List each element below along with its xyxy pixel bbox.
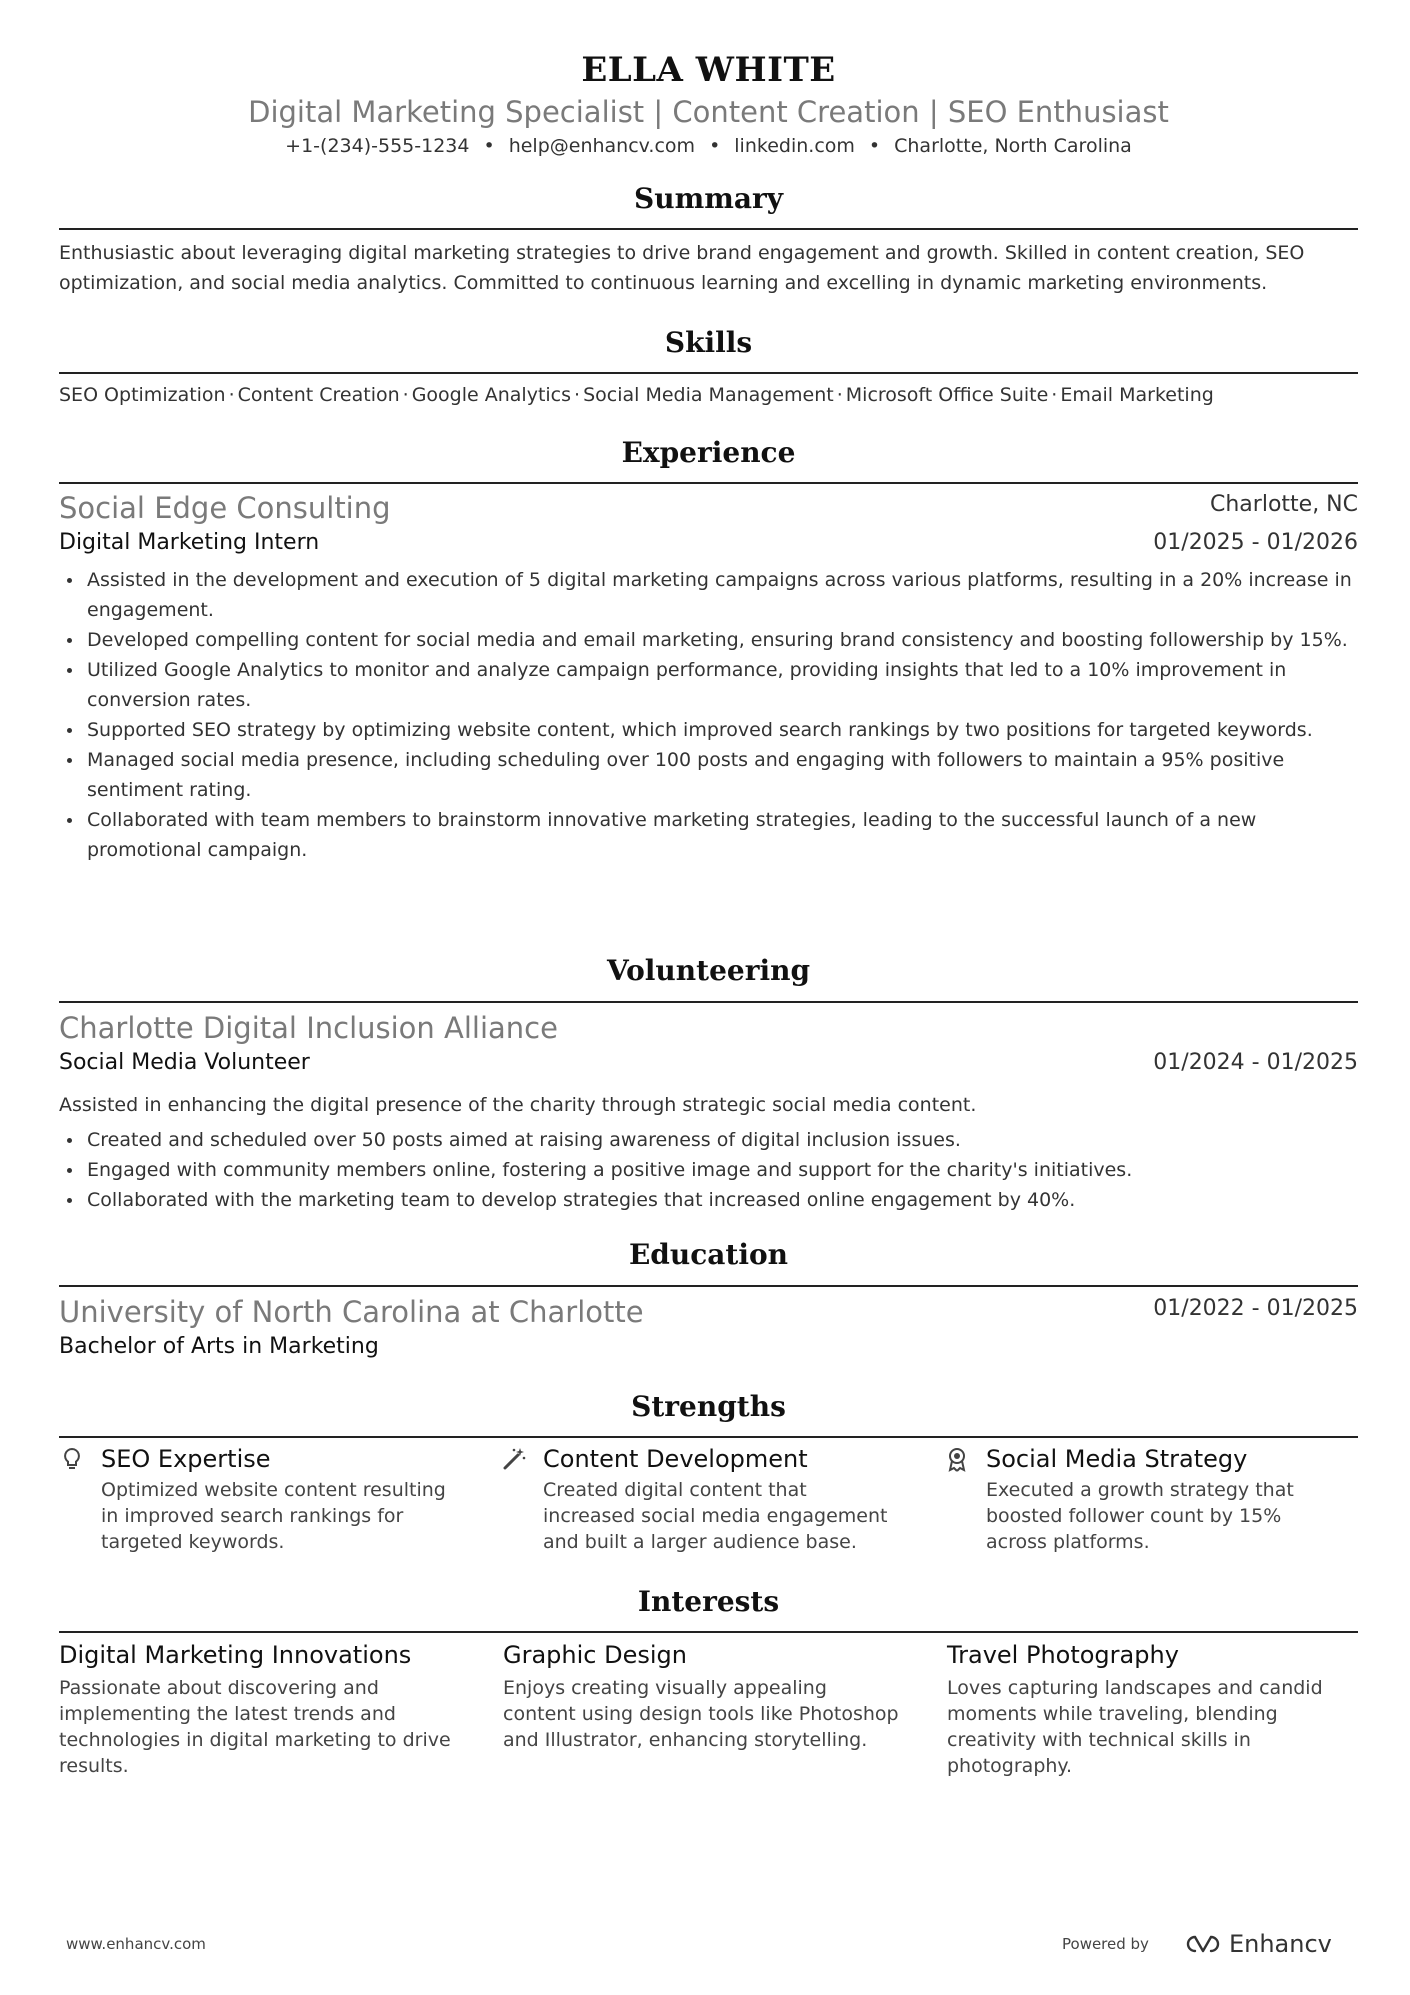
brand-name: Enhancv	[1228, 1930, 1332, 1958]
phone: +1-(234)-555-1234	[285, 135, 470, 157]
linkedin-link[interactable]: linkedin.com	[734, 135, 855, 157]
list-item: Collaborated with the marketing team to develop strategies that increased online engagement by 40%.	[59, 1185, 1358, 1215]
experience-bullets	[59, 565, 1358, 865]
strength-title: SEO Expertise	[101, 1445, 271, 1473]
volunteering-heading: Volunteering	[606, 954, 811, 987]
interest-text: Passionate about discovering and implementing the latest trends and technologies in digital marketing to drive results.	[59, 1677, 451, 1777]
section-divider	[59, 228, 1358, 230]
lightbulb-icon	[59, 1446, 85, 1472]
list-item: Developed compelling content for social media and email marketing, ensuring brand consistency and boosting followership by 15%.	[59, 625, 1358, 655]
separator-dot: •	[483, 135, 495, 157]
volunteering-description: Assisted in enhancing the digital presence of the charity through strategic social media content.	[59, 1094, 977, 1116]
location: Charlotte, North Carolina	[894, 135, 1132, 157]
footer-website-link[interactable]: www.enhancv.com	[66, 1935, 206, 1953]
skills-heading: Skills	[664, 326, 753, 359]
list-item: Supported SEO strategy by optimizing website content, which improved search rankings by two positions for targeted keywords.	[59, 715, 1358, 745]
experience-heading: Experience	[621, 436, 796, 469]
strength-text: Executed a growth strategy that boosted follower count by 15% across platforms.	[986, 1479, 1294, 1553]
skill-item: Content Creation	[237, 384, 400, 406]
skill-item: SEO Optimization	[59, 384, 226, 406]
education-dates: 01/2022 - 01/2025	[1153, 1296, 1358, 1321]
separator-dot: •	[709, 135, 721, 157]
volunteering-dates: 01/2024 - 01/2025	[1153, 1050, 1358, 1075]
summary-heading: Summary	[634, 182, 783, 215]
interest-title: Graphic Design	[503, 1641, 687, 1669]
section-divider	[59, 1436, 1358, 1438]
strength-text: Optimized website content resulting in improved search rankings for targeted keywords.	[101, 1479, 446, 1553]
interest-title: Digital Marketing Innovations	[59, 1641, 412, 1669]
volunteering-bullets	[59, 1125, 1358, 1215]
section-divider	[59, 1001, 1358, 1003]
interest-text: Enjoys creating visually appealing content using design tools like Photoshop and Illustrator, enhancing storytelling.	[503, 1677, 899, 1751]
section-divider	[59, 372, 1358, 374]
strength-item	[944, 1443, 1344, 1555]
strength-item	[501, 1443, 901, 1555]
experience-dates: 01/2025 - 01/2026	[1153, 530, 1358, 555]
list-item: Created and scheduled over 50 posts aimed at raising awareness of digital inclusion issues.	[59, 1125, 1358, 1155]
footer-branding	[1062, 1930, 1332, 1958]
magic-wand-icon	[501, 1446, 527, 1472]
enhancv-logo[interactable]	[1177, 1930, 1332, 1958]
education-heading: Education	[628, 1238, 789, 1271]
list-item: Assisted in the development and execution of 5 digital marketing campaigns across various platforms, resulting in a 20% increase in engagement.	[59, 565, 1358, 625]
interest-item	[59, 1639, 459, 1779]
education-school: University of North Carolina at Charlotte	[59, 1295, 644, 1329]
email-link[interactable]: help@enhancv.com	[508, 135, 696, 157]
skill-item: Social Media Management	[583, 384, 834, 406]
candidate-name: ELLA WHITE	[581, 50, 836, 90]
strengths-heading: Strengths	[631, 1390, 786, 1423]
skills-list: SEO Optimization · Content Creation · Google Analytics · Social Media Management · Microsoft Office Suite · Email Marketing	[59, 384, 1214, 406]
candidate-headline: Digital Marketing Specialist | Content Creation | SEO Enthusiast	[248, 95, 1169, 129]
skill-item: Email Marketing	[1060, 384, 1214, 406]
strength-text: Created digital content that increased social media engagement and built a larger audience base.	[543, 1479, 888, 1553]
interest-text: Loves capturing landscapes and candid moments while traveling, blending creativity with technical skills in photography.	[947, 1677, 1323, 1777]
interest-title: Travel Photography	[947, 1641, 1179, 1669]
experience-location: Charlotte, NC	[1210, 492, 1358, 517]
experience-company: Social Edge Consulting	[59, 491, 391, 525]
list-item: Engaged with community members online, fostering a positive image and support for the charity's initiatives.	[59, 1155, 1358, 1185]
skill-item: Microsoft Office Suite	[845, 384, 1049, 406]
volunteering-org: Charlotte Digital Inclusion Alliance	[59, 1011, 558, 1045]
strength-title: Social Media Strategy	[986, 1445, 1248, 1473]
strength-item	[59, 1443, 459, 1555]
list-item: Utilized Google Analytics to monitor and analyze campaign performance, providing insights that led to a 10% improvement in conversion rates.	[59, 655, 1358, 715]
strength-title: Content Development	[543, 1445, 808, 1473]
powered-by-label: Powered by	[1062, 1935, 1149, 1953]
interests-heading: Interests	[637, 1585, 780, 1618]
section-divider	[59, 482, 1358, 484]
skill-item: Google Analytics	[411, 384, 572, 406]
education-degree: Bachelor of Arts in Marketing	[59, 1334, 379, 1359]
section-divider	[59, 1631, 1358, 1633]
contact-line	[59, 133, 1358, 159]
enhancv-logo-icon	[1177, 1932, 1221, 1956]
separator-dot: •	[868, 135, 881, 157]
list-item: Managed social media presence, including scheduling over 100 posts and engaging with followers to maintain a 95% positive sentiment rating.	[59, 745, 1358, 805]
list-item: Collaborated with team members to brainstorm innovative marketing strategies, leading to the successful launch of a new promotional campaign.	[59, 805, 1358, 865]
section-divider	[59, 1285, 1358, 1287]
summary-text: Enthusiastic about leveraging digital marketing strategies to drive brand engagement and growth. Skilled in content creation, SEO optimization, and social media analytics. Committed to continuous learning and excelling in dynamic marketing environments.	[59, 242, 1305, 294]
volunteering-role: Social Media Volunteer	[59, 1050, 310, 1075]
interest-item	[503, 1639, 903, 1753]
experience-role: Digital Marketing Intern	[59, 530, 320, 555]
interest-item	[947, 1639, 1347, 1779]
award-icon	[944, 1446, 970, 1472]
